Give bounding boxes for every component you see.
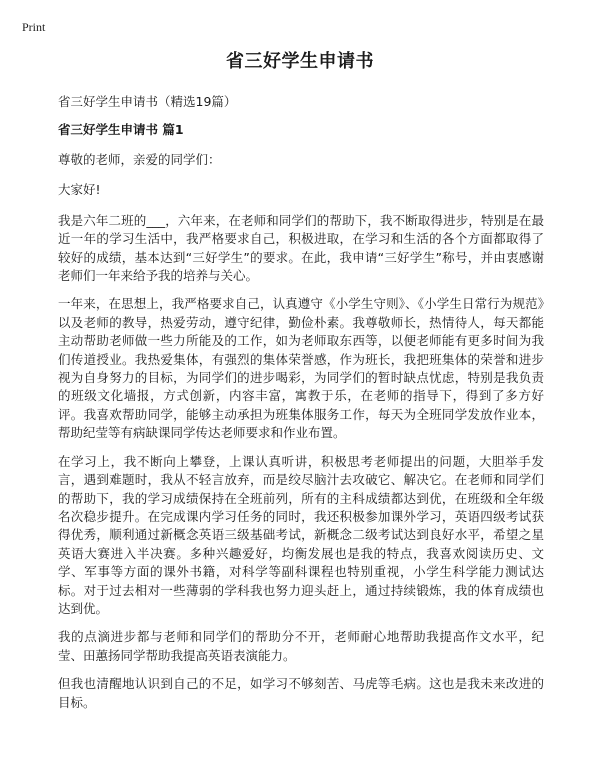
paragraph-conduct: 一年来，在思想上，我严格要求自己，认真遵守《小学生守则》、《小学生日常行为规范》以及老师的教导，热爱劳动，遵守纪律，勤俭朴素。我尊敬师长，热情待人，每天都能主动帮助老师做一些力所能及的工作，如为老师取东西等，以便老师能有更多时间为我们传道授业。我热爱集体，有强烈的集体荣誉感，作为班长，我把班集体的荣誉和进步视为自身努力的目标，为同学们的进步喝彩，为同学们的暂时缺点忧虑，特别是我负责的班级文化墙报，方式创新，内容丰富，寓教于乐，在老师的指导下，得到了多方好评。我喜欢帮助同学，能够主动承担为班集体服务工作，每天为全班同学发放作业本，帮助纪莹等有病缺课同学传达老师要求和作业布置。: [58, 296, 544, 441]
salutation: 尊敬的老师，亲爱的同学们：: [58, 152, 221, 167]
paragraph-intro: 我是六年二班的___，六年来，在老师和同学们的帮助下，我不断取得进步，特别是在最近一年的学习生活中，我严格要求自己，积极进取，在学习和生活的各个方面都取得了较好的成绩，基本达到“三好学生”的要求。在此，我申请“三好学生”称号，并由衷感谢老师们一年来给予我的培养与关心。: [58, 212, 544, 284]
paragraph-thanks: 我的点滴进步都与老师和同学们的帮助分不开，老师耐心地帮助我提高作文水平，纪莹、田蕙扬同学帮助我提高英语表演能力。: [58, 629, 544, 663]
section-heading: 省三好学生申请书 篇1: [58, 122, 184, 137]
print-label: Print: [22, 20, 46, 34]
paragraph-study: 在学习上，我不断向上攀登，上课认真听讲，积极思考老师提出的问题，大胆举手发言，遇到难题时，我从不轻言放弃，而是绞尽脑汁去攻破它、解决它。在老师和同学们的帮助下，我的学习成绩保持在全班前列，所有的主科成绩都达到优，在班级和全年级名次稳步提升。在完成课内学习任务的同时，我还积极参加课外学习，英语四级考试获得优秀，顺利通过新概念英语三级基础考试，新概念二级考试达到良好水平，希望之星英语大赛进入半决赛。多种兴趣爱好，均衡发展也是我的特点，我喜欢阅读历史、文学、军事等方面的课外书籍，对科学等副科课程也特别重视，小学生科学能力测试达标。对于过去相对一些薄弱的学科我也努力迎头赶上，通过持续锻炼，我的体育成绩也达到优。: [58, 453, 544, 616]
greeting: 大家好!: [58, 182, 101, 198]
document-body: [58, 151, 544, 722]
page-title: 省三好学生申请书: [226, 51, 374, 72]
paragraph-shortcomings: 但我也清醒地认识到自己的不足，如学习不够刻苦、马虎等毛病。这也是我未来改进的目标。: [58, 676, 544, 710]
document-subtitle: 省三好学生申请书（精选19篇）: [58, 94, 237, 109]
